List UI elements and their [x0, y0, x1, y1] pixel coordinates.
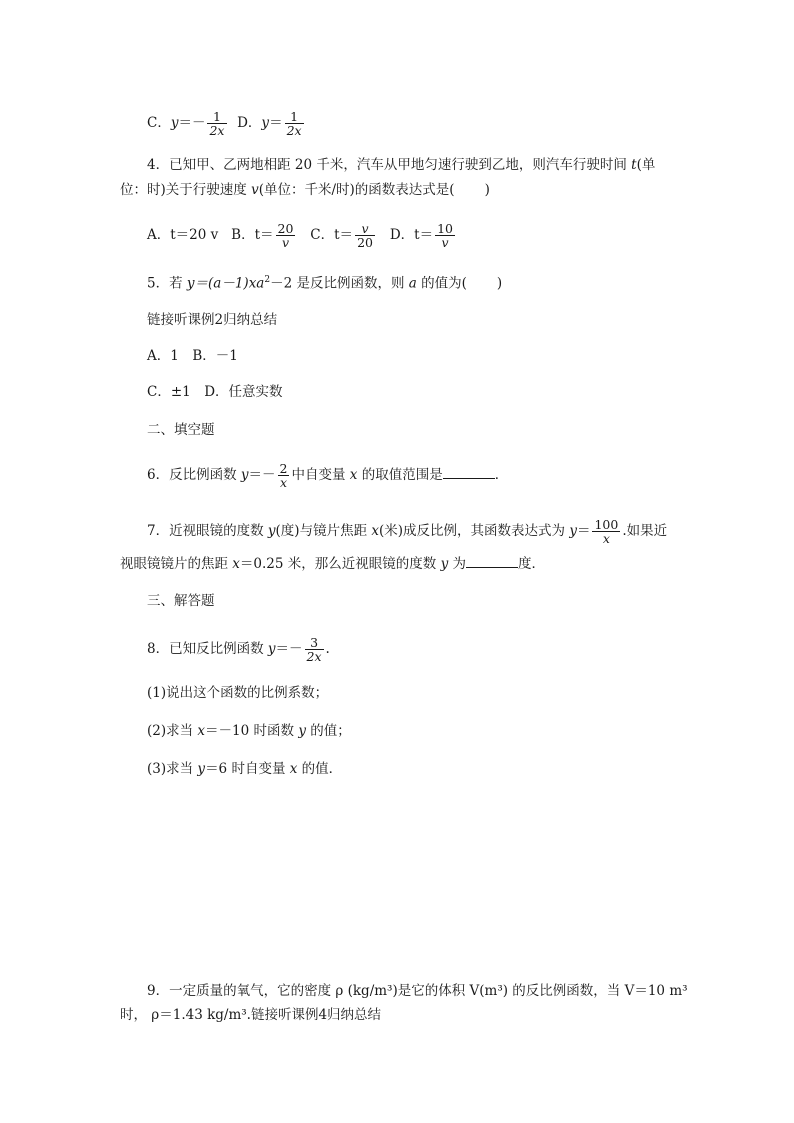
q4-text: (单位：千米/时)的函数表达式是( — [258, 182, 455, 198]
q6-fraction — [278, 462, 290, 489]
q6-stem — [147, 462, 508, 489]
option-d-lhs: y — [261, 115, 270, 132]
q4-option-c-label: C．t＝ — [310, 227, 354, 244]
fraction-numerator: 100 — [594, 517, 619, 532]
fraction-denominator: 2x — [286, 123, 302, 139]
q5-options-ab: A．1 B．－1 — [147, 348, 238, 364]
q8-text: ＝－10 时函数 — [205, 723, 299, 739]
option-c-eq: ＝－ — [178, 115, 206, 132]
q4-option-b-fraction — [276, 222, 296, 249]
fraction-denominator: 20 — [357, 235, 373, 251]
q7-stem-line1 — [147, 518, 667, 545]
q8-part-1: (1)说出这个函数的比例系数； — [147, 685, 329, 701]
option-c-lhs: y — [170, 115, 179, 132]
q4-option-d-fraction — [435, 222, 455, 249]
q5-link: 链接听课例2归纳总结 — [147, 312, 278, 328]
q5-stem — [147, 270, 502, 294]
q8-text: . — [325, 641, 330, 658]
fraction-denominator: v — [435, 235, 455, 249]
q7-text: 为 — [448, 556, 467, 572]
q8-eq: ＝－ — [275, 641, 303, 658]
q7-text: 度． — [518, 556, 546, 572]
q6-var-x: x — [349, 467, 358, 484]
fraction-numerator: v — [361, 221, 369, 236]
q4-option-d-label: D．t＝ — [389, 227, 434, 244]
q4-text: 4．已知甲、乙两地相距 20 千米，汽车从甲地匀速行驶到乙地，则汽车行驶时间 — [147, 157, 632, 173]
q6-lhs: y — [240, 467, 249, 484]
q3-options-cd — [147, 110, 306, 137]
q4-stem-line2 — [120, 180, 490, 200]
q4-var-v: v — [251, 182, 259, 198]
q6-text: 6．反比例函数 — [147, 467, 241, 484]
q8-lhs: y — [267, 641, 276, 658]
q8-text: 8．已知反比例函数 — [147, 641, 268, 658]
q4-option-c-fraction — [355, 222, 375, 249]
q5-exponent: 2 — [264, 275, 271, 285]
q4-option-a: A．t＝20 v — [147, 227, 219, 244]
q4-text: 位：时)关于行驶速度 — [120, 182, 252, 198]
q8-var-y: y — [197, 761, 206, 777]
q8-fraction — [305, 636, 324, 663]
q8-var-y: y — [298, 723, 306, 739]
option-c-fraction — [207, 110, 226, 137]
q8-var-x: x — [289, 761, 298, 777]
q7-text: (米)成反比例，其函数表达式为 — [378, 523, 570, 540]
q8-text: (2)求当 — [147, 723, 198, 739]
q6-eq: ＝－ — [248, 467, 276, 484]
q8-text: (3)求当 — [147, 761, 198, 777]
q7-stem-line2 — [120, 553, 545, 574]
q8-var-x: x — [197, 723, 206, 739]
q7-var-x: x — [232, 556, 240, 572]
q8-part-2 — [147, 721, 351, 741]
q9-stem-line1: 9．一定质量的氧气，它的密度 ρ (kg/m³)是它的体积 V(m³) 的反比例函数，当 V＝10 m³ — [147, 983, 688, 999]
q7-var-y: y — [440, 556, 449, 572]
option-d-label: D． — [237, 115, 262, 132]
q5-formula: y＝(a－1)xa — [186, 275, 265, 292]
q7-text: .如果近 — [622, 523, 668, 540]
q6-text: 的取值范围是 — [357, 467, 443, 484]
q4-text: (单 — [636, 157, 656, 173]
fraction-denominator: x — [278, 475, 290, 489]
q8-text: ＝6 时自变量 — [205, 761, 290, 777]
fraction-denominator: v — [276, 235, 296, 249]
q4-option-b-label: B．t＝ — [231, 227, 274, 244]
q5-var-a: a — [408, 275, 417, 292]
section-title-solve: 三、解答题 — [147, 593, 215, 609]
q7-fraction — [592, 518, 620, 545]
q7-text: (度)与镜片焦距 — [275, 523, 372, 540]
q7-answer-blank — [466, 553, 518, 568]
q6-answer-blank — [443, 464, 495, 479]
q5-text: ) — [496, 275, 503, 292]
option-c-label: C． — [147, 115, 171, 132]
option-d-eq: ＝ — [269, 115, 283, 132]
fraction-numerator: 1 — [290, 109, 299, 124]
q7-lhs: y — [569, 523, 577, 540]
fraction-denominator: 2x — [306, 649, 322, 665]
q8-stem — [147, 636, 330, 663]
q5-text: 的值为( — [416, 275, 467, 292]
q5-text: 5．若 — [147, 275, 187, 292]
q7-text: 视眼镜镜片的焦距 — [120, 556, 233, 572]
fraction-numerator: 20 — [277, 221, 294, 236]
q4-var-t: t — [631, 157, 637, 173]
q5-options-cd: C．±1 D．任意实数 — [147, 384, 283, 400]
q5-text: －2 是反比例函数，则 — [270, 275, 409, 292]
fraction-numerator: 1 — [213, 109, 221, 124]
q7-var-y: y — [267, 523, 276, 540]
q8-text: 的值； — [305, 723, 351, 739]
q7-eq: ＝ — [576, 523, 591, 540]
fraction-denominator: 2x — [209, 123, 225, 139]
q4-text: ) — [484, 182, 490, 198]
q7-var-x: x — [371, 523, 379, 540]
option-d-fraction — [285, 110, 304, 137]
q7-text: 7．近视眼镜的度数 — [147, 523, 268, 540]
q7-text: ＝0.25 米，那么近视眼镜的度数 — [239, 556, 441, 572]
section-title-fill-in: 二、填空题 — [147, 422, 215, 438]
fraction-numerator: 2 — [279, 461, 288, 476]
fraction-numerator: 3 — [310, 635, 319, 650]
q9-stem-line2: 时， ρ＝1.43 kg/m³.链接听课例4归纳总结 — [120, 1007, 382, 1023]
q4-options — [147, 222, 457, 249]
q6-text: ． — [494, 467, 509, 484]
fraction-numerator: 10 — [437, 221, 453, 236]
fraction-denominator: x — [592, 531, 620, 545]
q8-text: 的值． — [297, 761, 343, 777]
q6-text: 中自变量 — [291, 467, 350, 484]
q4-stem-line1 — [147, 155, 655, 175]
q8-part-3 — [147, 759, 342, 779]
